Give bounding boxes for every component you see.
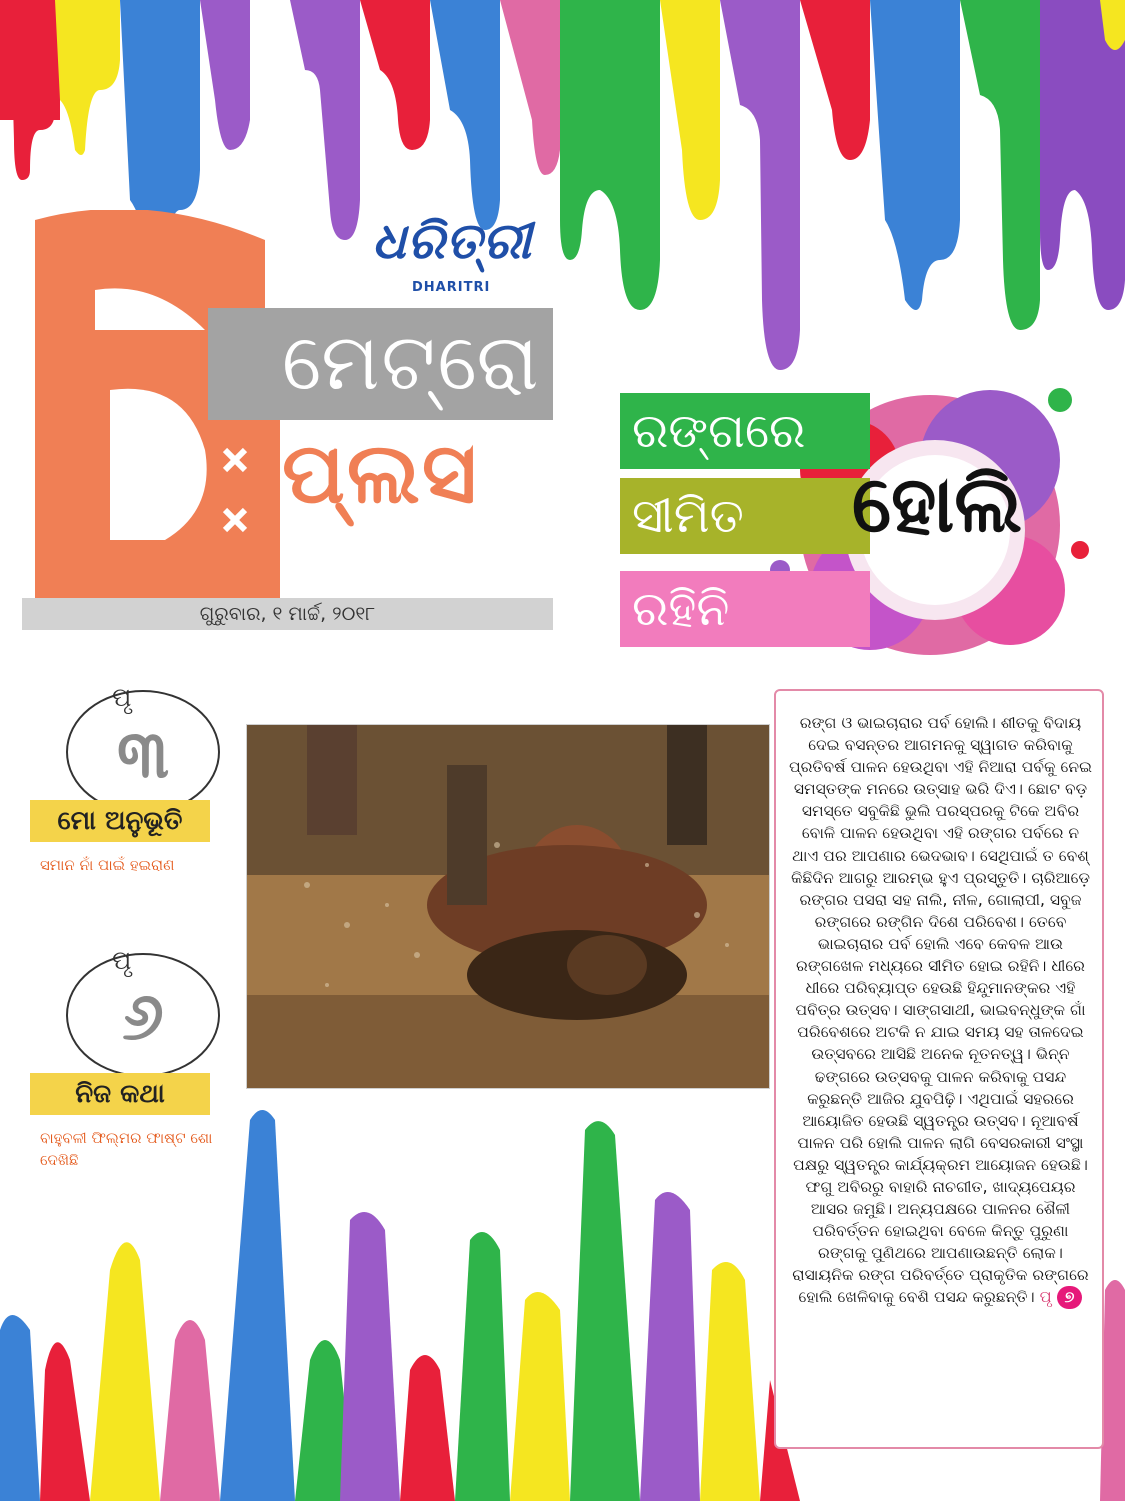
section-title-metro: ମେଟ୍ରୋ: [282, 318, 541, 408]
headline-line-3: ରହିନି: [620, 571, 870, 647]
page-index-number: ୩: [117, 716, 169, 793]
continued-marker[interactable]: [1040, 1287, 1083, 1306]
page-index-number: ୬: [122, 978, 164, 1055]
page-index-label: ପୃ: [112, 683, 132, 713]
publication-logo: ଧରିତ୍ରୀ: [372, 212, 533, 270]
page-index-description[interactable]: ସମାନ ନାଁ ପାଇଁ ହଇରାଣ: [40, 856, 175, 874]
masthead-plus-glyph: [15, 210, 280, 630]
article-text: ରଙ୍ଗ ଓ ଭାଇଚାରାର ପର୍ବ ହୋଲି। ଶୀତକୁ ବିଦାୟ ଦେଇ ବସନ୍ତର ଆଗମନକୁ ସ୍ୱାଗତ କରିବାକୁ ପ୍ରତିବର୍ଷ ପାଳନ ହେଉଥିବା ଏହି ନିଆରା ପର୍ବକୁ ନେଇ ସମସ୍ତଙ୍କ ମନରେ ଉତ୍ସାହ ଭରି ଦିଏ। ଛୋଟ ବଡ଼ ସମସ୍ତେ ସବୁକିଛି ଭୁଲି ପରସ୍ପରକୁ ଟିକେ ଅବିର ବୋଳି ପାଳନ ହେଉଥିବା ଏହି ରଙ୍ଗର ପର୍ବରେ ନ ଥାଏ ପର ଆପଣାର ଭେଦଭାବ। ସେଥିପାଇଁ ତ ବେଶ୍ କିଛିଦିନ ଆଗରୁ ଆରମ୍ଭ ହୁଏ ପ୍ରସ୍ତୁତି। ଚାରିଆଡ଼େ ରଙ୍ଗର ପସରା ସହ ନାଲି, ନୀଳ, ଗୋଲାପୀ, ସବୁଜ ରଙ୍ଗରେ ରଙ୍ଗିନ ଦିଶେ ପରିବେଶ। ତେବେ ଭାଇଚାରାର ପର୍ବ ହୋଲି ଏବେ କେବଳ ଆଉ ରଙ୍ଗଖେଳ ମଧ୍ୟରେ ସୀମିତ ହୋଇ ରହିନି। ଧୀରେ ଧୀରେ ପରିବ୍ୟାପ୍ତ ହେଉଛି ହିନ୍ଦୁମାନଙ୍କର ଏହି ପବିତ୍ର ଉତ୍ସବ। ସାଙ୍ଗସାଥୀ, ଭାଇବନ୍ଧୁଙ୍କ ଗାଁ ପରିବେଶରେ ଅଟକି ନ ଯାଇ ସମୟ ସହ ତାଳଦେଇ ଉତ୍ସବରେ ଆସିଛି ଅନେକ ନୂତନତ୍ୱ। ଭିନ୍ନ ଢଙ୍ଗରେ ଉତ୍ସବକୁ ପାଳନ କରିବାକୁ ପସନ୍ଦ କରୁଛନ୍ତି ଆଜିର ଯୁବପିଢ଼ି। ଏଥିପାଇଁ ସହରରେ ଆୟୋଜିତ ହେଉଛି ସ୍ୱତନ୍ତ୍ର ଉତ୍ସବ। ନୂଆବର୍ଷ ପାଳନ ପରି ହୋଲି ପାଳନ ଲାଗି ବେସରକାରୀ ସଂସ୍ଥା ପକ୍ଷରୁ ସ୍ୱତନ୍ତ୍ର କାର୍ଯ୍ୟକ୍ରମ ଆୟୋଜନ ହେଉଛି। ଫଗୁ ଅବିରରୁ ବାହାରି ନାଚଗୀତ, ଖାଦ୍ୟପେୟର ଆସର ଜମୁଛି। ଅନ୍ୟପକ୍ଷରେ ପାଳନର ଶୈଳୀ ପରିବର୍ତ୍ତନ ହୋଇଥିବା ବେଳେ କିନ୍ତୁ ପୁରୁଣା ରଙ୍ଗକୁ ପୁଣିଥରେ ଆପଣାଉଛନ୍ତି ଲୋକ। ରାସାୟନିକ ରଙ୍ଗ ପରିବର୍ତ୍ତେ ପ୍ରାକୃତିକ ରଙ୍ଗରେ ହୋଲି ଖେଳିବାକୁ ବେଶି ପସନ୍ଦ କରୁଛନ୍ତି।: [788, 714, 1093, 1307]
headline-holi: ହୋଲି: [851, 460, 1023, 550]
holi-mud-photo: [246, 724, 770, 1089]
issue-date: ଗୁରୁବାର, ୧ ମାର୍ଚ୍ଚ, ୨୦୧୮: [199, 603, 376, 625]
section-title-plus: ପ୍ଲସ: [282, 424, 479, 522]
page-index-section[interactable]: ନିଜ କଥା: [30, 1073, 210, 1115]
headline-line-2: ସୀମିତ: [620, 478, 870, 554]
page-index-label: ପୃ: [112, 946, 132, 976]
photo-illustration: [247, 725, 769, 1088]
publication-logo-subtitle: DHARITRI: [412, 280, 491, 295]
headline-line-1: ରଙ୍ଗରେ: [620, 393, 870, 469]
continued-page-number: ୭: [1057, 1286, 1083, 1308]
page-index-section[interactable]: ମୋ ଅନୁଭୂତି: [30, 800, 210, 842]
page-index-description[interactable]: ବାହୁବଳୀ ଫିଲ୍ମର ଫାଷ୍ଟ ଶୋ ଦେଖିଛି: [40, 1129, 213, 1169]
article-body: [788, 712, 1093, 1309]
continued-label: ପୃ: [1039, 1287, 1052, 1307]
